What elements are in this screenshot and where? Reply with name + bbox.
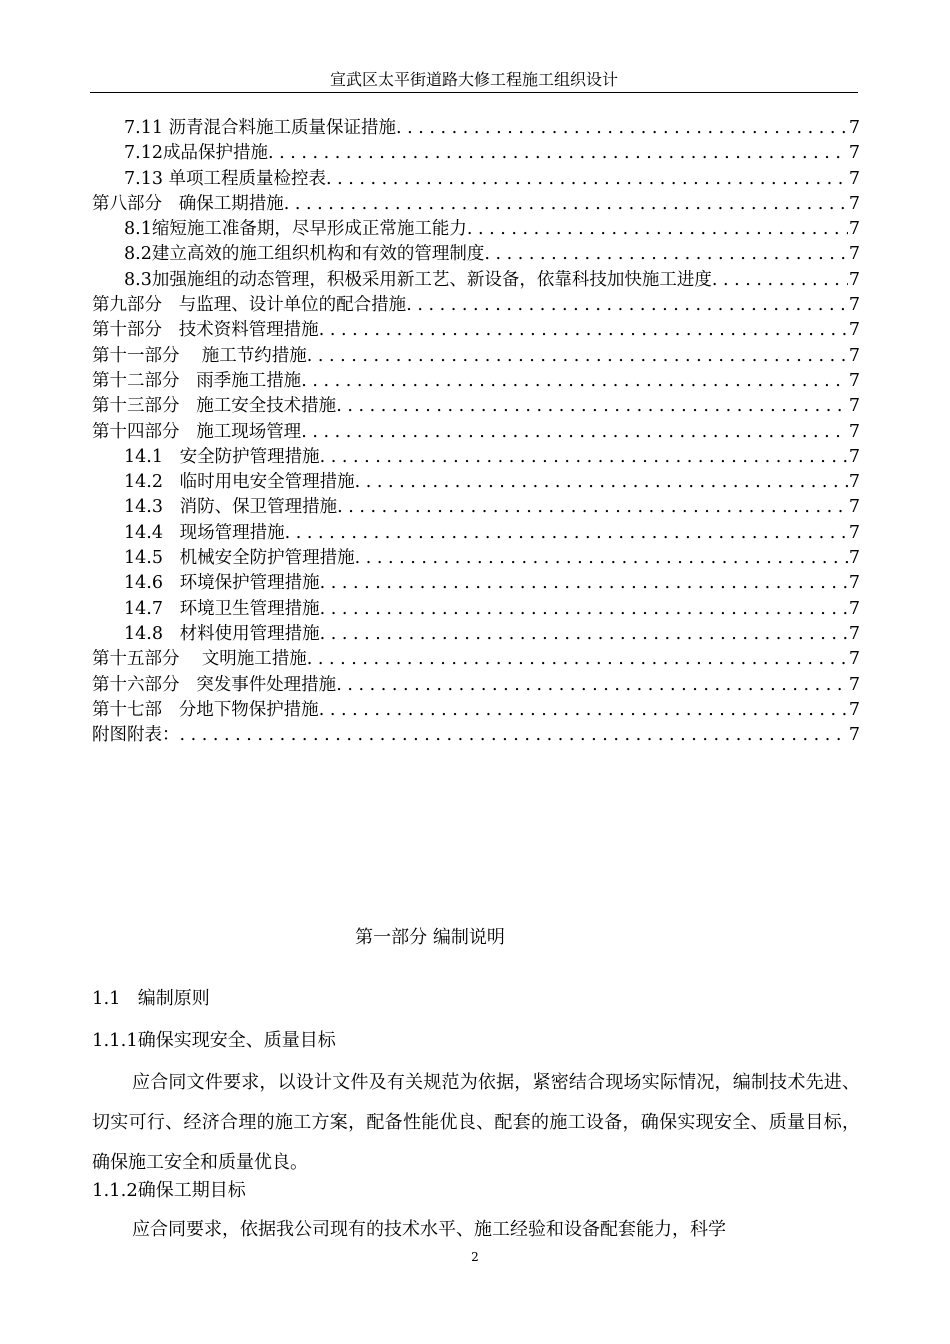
toc-entry-page: 7 <box>848 472 860 493</box>
toc-entry[interactable] <box>92 242 860 267</box>
page-number: 2 <box>471 1250 479 1264</box>
toc-entry-page: 7 <box>848 421 860 442</box>
toc-dot-leader <box>320 622 848 647</box>
toc-entry-page: 7 <box>848 118 860 138</box>
toc-entry-label: 8.3加强施组的动态管理，积极采用新工艺、新设备，依靠科技加快施工进度 <box>124 269 712 290</box>
paragraph-1-1-1: 应合同文件要求，以设计文件及有关规范为依据，紧密结合现场实际情况，编制技术先进、切实可行、经济合理的施工方案，配备性能优良、配套的施工设备，确保实现安全、质量目标，确保施工安全和质量优良。 <box>92 1072 860 1173</box>
running-header: 宣武区太平街道路大修工程施工组织设计 <box>329 70 618 89</box>
toc-entry-label: 第八部分 确保工期措施 <box>92 193 284 214</box>
toc-entry-page: 7 <box>848 269 860 290</box>
toc-dot-leader <box>301 420 848 445</box>
heading-1-1-2: 1.1.2确保工期目标 <box>92 1180 246 1201</box>
toc-entry-label: 14.3 消防、保卫管理措施 <box>124 497 338 518</box>
toc-entry[interactable] <box>92 723 860 748</box>
toc-entry-label: 第十五部分 文明施工措施 <box>92 649 307 670</box>
toc-entry-label: 附图附表： <box>92 725 180 746</box>
toc-dot-leader <box>284 192 848 217</box>
toc-dot-leader <box>326 167 848 192</box>
toc-entry-page: 7 <box>848 548 860 569</box>
toc-dot-leader <box>355 546 848 571</box>
toc-entry[interactable] <box>92 420 860 445</box>
toc-entry-label: 7.11 沥青混合料施工质量保证措施 <box>124 118 397 138</box>
toc-entry-page: 7 <box>848 674 860 695</box>
toc-entry-page: 7 <box>848 320 860 341</box>
toc-entry[interactable] <box>92 293 860 318</box>
toc-entry-page: 7 <box>848 370 860 391</box>
toc-entry-label: 14.8 材料使用管理措施 <box>124 623 320 644</box>
toc-entry-page: 7 <box>848 193 860 214</box>
toc-entry[interactable] <box>92 167 860 192</box>
toc-entry-page: 7 <box>848 295 860 316</box>
toc-entry[interactable] <box>92 369 860 394</box>
toc-entry-label: 第十部分 技术资料管理措施 <box>92 320 319 341</box>
toc-dot-leader <box>268 141 848 166</box>
toc-entry-label: 8.1缩短施工准备期，尽早形成正常施工能力 <box>124 219 467 240</box>
toc-dot-leader <box>285 521 848 546</box>
toc-entry-label: 7.12成品保护措施 <box>124 143 268 164</box>
toc-dot-leader <box>467 217 848 242</box>
toc-entry-page: 7 <box>848 497 860 518</box>
toc-dot-leader <box>320 571 848 596</box>
toc-entry-page: 7 <box>848 168 860 189</box>
toc-entry-label: 14.5 机械安全防护管理措施 <box>124 548 355 569</box>
toc-entry-label: 14.2 临时用电安全管理措施 <box>124 472 355 493</box>
heading-1-1-1: 1.1.1确保实现安全、质量目标 <box>92 1030 336 1051</box>
toc-dot-leader <box>336 394 848 419</box>
toc-entry[interactable] <box>92 445 860 470</box>
toc-entry-label: 14.1 安全防护管理措施 <box>124 446 320 467</box>
header-divider <box>90 92 858 93</box>
toc-entry[interactable] <box>92 217 860 242</box>
toc-entry-page: 7 <box>848 244 860 265</box>
toc-entry-page: 7 <box>848 219 860 240</box>
toc-dot-leader <box>319 698 848 723</box>
toc-dot-leader <box>336 673 848 698</box>
toc-dot-leader <box>337 495 848 520</box>
toc-entry-label: 14.7 环境卫生管理措施 <box>124 598 320 619</box>
toc-entry-label: 第十七部 分地下物保护措施 <box>92 699 319 720</box>
toc-entry-page: 7 <box>848 725 860 746</box>
toc-entry[interactable] <box>92 192 860 217</box>
toc-entry-label: 14.6 环境保护管理措施 <box>124 573 320 594</box>
toc-entry-page: 7 <box>848 446 860 467</box>
toc-entry[interactable] <box>92 394 860 419</box>
table-of-contents <box>92 116 860 748</box>
section-title: 第一部分 编制说明 <box>355 927 505 948</box>
toc-dot-leader <box>320 445 848 470</box>
toc-entry-page: 7 <box>848 143 860 164</box>
toc-entry[interactable] <box>92 546 860 571</box>
toc-entry-page: 7 <box>848 699 860 720</box>
toc-entry-label: 7.13 单项工程质量检控表 <box>124 168 327 189</box>
toc-entry-page: 7 <box>848 345 860 366</box>
toc-entry[interactable] <box>92 597 860 622</box>
toc-entry-label: 第九部分 与监理、设计单位的配合措施 <box>92 295 407 316</box>
toc-dot-leader <box>396 116 848 141</box>
toc-entry[interactable] <box>92 268 860 293</box>
toc-entry-label: 第十二部分 雨季施工措施 <box>92 370 302 391</box>
toc-dot-leader <box>712 268 848 293</box>
toc-entry[interactable] <box>92 521 860 546</box>
toc-entry-label: 8.2建立高效的施工组织机构和有效的管理制度 <box>124 244 485 265</box>
paragraph-1-1-2: 应合同要求，依据我公司现有的技术水平、施工经验和设备配套能力，科学 <box>132 1219 726 1240</box>
toc-entry-label: 14.4 现场管理措施 <box>124 522 285 543</box>
toc-entry-page: 7 <box>848 649 860 670</box>
toc-entry[interactable] <box>92 141 860 166</box>
toc-dot-leader <box>307 344 848 369</box>
toc-dot-leader <box>484 242 848 267</box>
toc-entry-label: 第十一部分 施工节约措施 <box>92 345 307 366</box>
toc-dot-leader <box>355 470 848 495</box>
toc-entry-label: 第十六部分 突发事件处理措施 <box>92 674 337 695</box>
toc-entry-label: 第十四部分 施工现场管理 <box>92 421 302 442</box>
toc-entry-page: 7 <box>848 623 860 644</box>
toc-entry[interactable] <box>92 116 860 141</box>
toc-dot-leader <box>307 647 848 672</box>
toc-entry[interactable] <box>92 622 860 647</box>
toc-entry[interactable] <box>92 470 860 495</box>
toc-entry[interactable] <box>92 647 860 672</box>
toc-entry[interactable] <box>92 495 860 520</box>
toc-entry-label: 第十三部分 施工安全技术措施 <box>92 396 337 417</box>
heading-1-1: 1.1 编制原则 <box>92 988 210 1009</box>
toc-dot-leader <box>301 369 848 394</box>
toc-entry[interactable] <box>92 318 860 343</box>
toc-dot-leader <box>180 723 848 748</box>
toc-entry[interactable] <box>92 571 860 596</box>
toc-dot-leader <box>319 318 848 343</box>
toc-dot-leader <box>406 293 848 318</box>
toc-entry-page: 7 <box>848 396 860 417</box>
toc-entry[interactable] <box>92 698 860 723</box>
toc-entry-page: 7 <box>848 598 860 619</box>
toc-entry[interactable] <box>92 673 860 698</box>
toc-entry-page: 7 <box>848 573 860 594</box>
toc-entry[interactable] <box>92 344 860 369</box>
toc-dot-leader <box>320 597 848 622</box>
toc-entry-page: 7 <box>848 522 860 543</box>
